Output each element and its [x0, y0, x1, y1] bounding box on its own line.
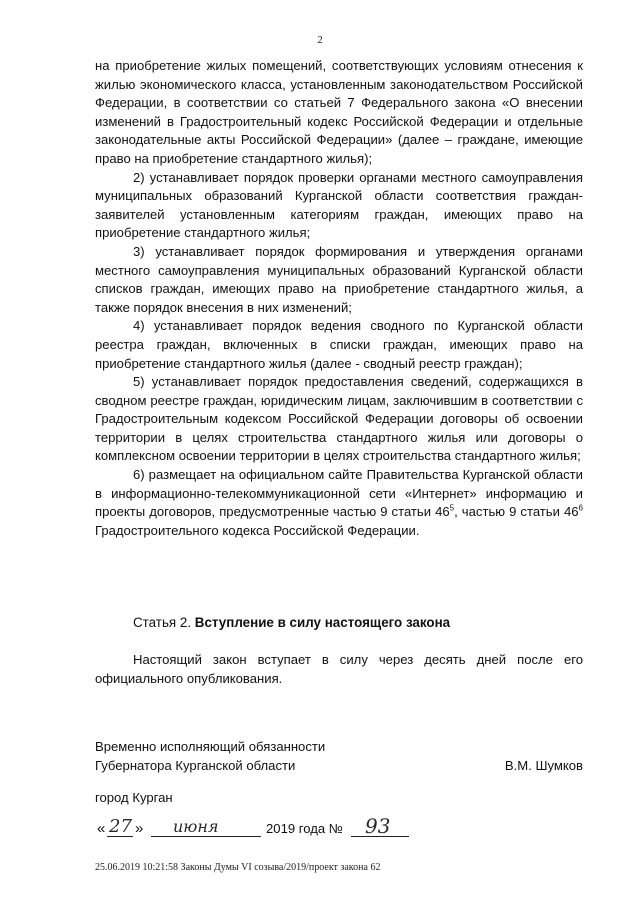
paragraph-2: 2) устанавливает порядок проверки органами местного самоуправления муниципальных образований Курганской области соответствия граждан-заявителей установленным категориям граждан, имеющих право на приобретение стандартного жилья;: [95, 169, 583, 241]
paragraph-5: 5) устанавливает порядок предоставления сведений, содержащихся в сводном реестре граждан, юридическим лицам, заключившим в соответствии с Градостроительным кодексом Российской Федерации договоры об освоении территории в целях строительства стандартного жилья или договоры о комплексном освоении территории в целях строительства стандартного жилья;: [95, 374, 583, 464]
close-quote: »: [135, 820, 144, 837]
handwritten-day: 27: [109, 816, 132, 837]
month-underline: [151, 836, 261, 837]
article-title: Вступление в силу настоящего закона: [194, 615, 451, 630]
signatory-position-line2: Губернатора Курганской области: [95, 757, 296, 773]
day-underline: [107, 836, 133, 837]
signatory-name: В.М. Шумков: [504, 757, 583, 773]
number-underline: [351, 836, 409, 837]
city-line: город Курган: [95, 790, 173, 805]
signatory-position-line1: Временно исполняющий обязанности: [95, 739, 326, 754]
article-number: Статья 2.: [133, 615, 195, 630]
article-text: Настоящий закон вступает в силу через десять дней после его официального опубликования.: [95, 652, 583, 686]
law-body: [95, 57, 583, 540]
handwritten-number: 93: [365, 814, 391, 838]
paragraph-1: на приобретение жилых помещений, соответствующих условиям отнесения к жилью экономического класса, установленным законодательством Российской Федерации, в соответствии со статьей 7 Федерального закона «О внесении изменений в Градостроительный кодекс Российской Федерации и отдельные законодательные акты Российской Федерации» (далее – граждане, имеющие право на приобретение стандартного жилья);: [95, 58, 583, 166]
superscript-6: 6: [578, 503, 583, 513]
paragraph-6: [95, 466, 583, 540]
open-quote: «: [97, 820, 106, 837]
handwritten-month: июня: [173, 817, 219, 836]
article-heading: [133, 614, 593, 632]
page-number: 2: [317, 34, 323, 46]
year-text: 2019 года №: [266, 821, 343, 836]
paragraph-6-part3: Градостроительного кодекса Российской Федерации.: [95, 522, 420, 538]
file-footer: 25.06.2019 10:21:58 Законы Думы VI созыва/2019/проект закона 62: [95, 862, 381, 873]
signature-block: [95, 738, 583, 775]
paragraph-6-part2: , частью 9 статьи 46: [454, 504, 579, 520]
paragraph-4: 4) устанавливает порядок ведения сводного по Курганской области реестра граждан, включенных в списки граждан, имеющих право на приобретение стандартного жилья (далее - сводный реестр граждан);: [95, 318, 583, 371]
date-line: [95, 816, 425, 842]
superscript-5: 5: [449, 503, 455, 513]
paragraph-6-part1: 6) размещает на официальном сайте Правительства Курганской области в информационно-телекоммуникационной сети «Интернет» информацию и проекты договоров, предусмотренные частью 9 статьи 46: [95, 467, 583, 520]
paragraph-3: 3) устанавливает порядок формирования и утверждения органами местного самоуправления муниципальных образований Курганской области списков граждан, имеющих право на приобретение стандартного жилья, а также порядок внесения в них изменений;: [95, 243, 583, 315]
